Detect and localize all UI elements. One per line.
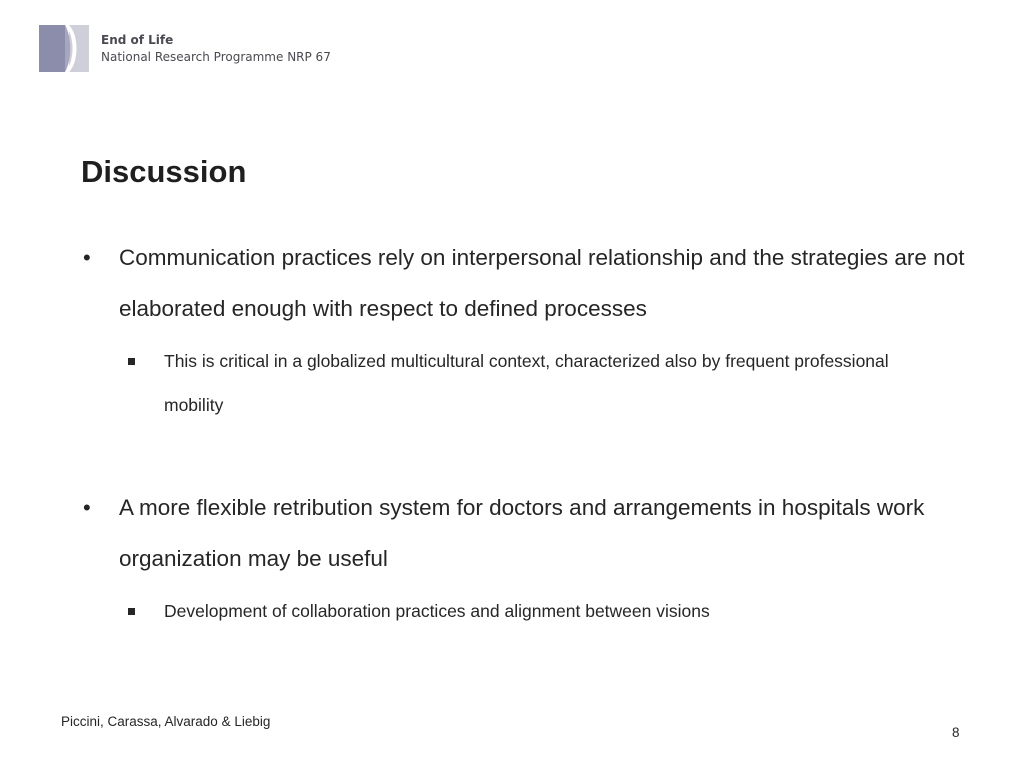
bullet-marker: • [83,495,91,520]
sub-bullet-text: Development of collaboration practices and alignment between visions [164,601,710,621]
slide-title: Discussion [81,154,247,189]
nrp67-logo [39,25,331,72]
bullet-marker: • [83,245,91,270]
footer-authors: Piccini, Carassa, Alvarado & Liebig [61,714,271,729]
logo-text [101,25,331,72]
square-bullet-icon [128,358,135,365]
bullet-text: Communication practices rely on interpersonal relationship and the strategies are not elaborated enough with respect to defined processes [119,245,965,321]
logo-mark-icon [39,25,89,72]
logo-subtitle: National Research Programme NRP 67 [101,50,331,64]
logo-title: End of Life [101,33,174,47]
page-number: 8 [952,725,960,740]
square-bullet-icon [128,608,135,615]
sub-bullet-text: This is critical in a globalized multicultural context, characterized also by frequent professional mobility [164,351,889,415]
bullet-text: A more flexible retribution system for doctors and arrangements in hospitals work organization may be useful [119,495,925,571]
